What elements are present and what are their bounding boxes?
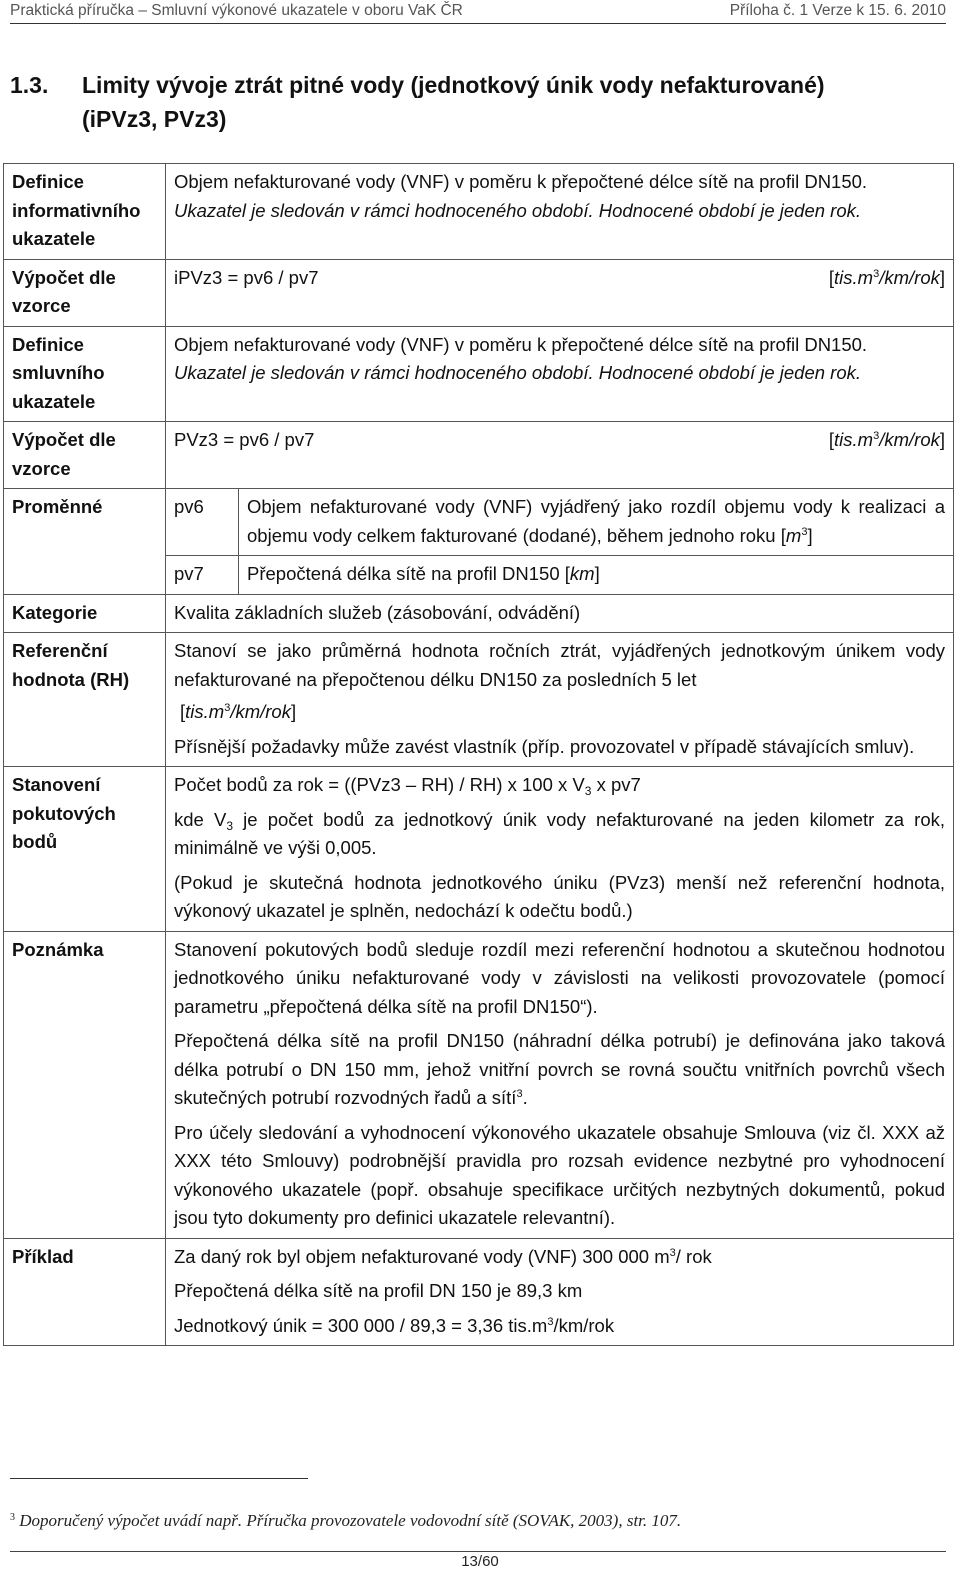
label-reference: Referenční hodnota (RH) [4,633,166,767]
value-def-info: Objem nefakturované vody (VNF) v poměru k přepočtené délce sítě na profil DN150. Ukazatel je sledován v rámci hodnoceného období. Hodnocené období je jeden rok. [166,164,954,260]
row-note [4,931,954,1238]
row-penalty [4,767,954,932]
label-category: Kategorie [4,594,166,633]
footnote: $^3$ Doporučený výpočet uvádí např. Příručka provozovatele vodovodní sítě (SOVAK, 2003), str. 107. [10,1511,682,1530]
row-def-contract [4,326,954,422]
value-note: Stanovení pokutových bodů sleduje rozdíl mezi referenční hodnotou a skutečnou hodnotou jednotkového úniku nefakturované vody v závislosti na velikosti provozovatele (pomocí parametru „přepočtená délka sítě na profil DN150“). Přepočtená délka sítě na profil DN150 (náhradní délka potrubí) je definována jako taková délka potrubí o DN 150 mm, jehož vnitřní povrch se rovná součtu vnitřních povrchů všech skutečných potrubí rozvodných řadů a sítí$^3$. Pro účely sledování a vyhodnocení výkonového ukazatele obsahuje Smlouva (viz čl. XXX až XXX této Smlouvy) podrobnější pravidla pro rozsah evidence nezbytné pro vyhodnocení výkonového ukazatele (popř. obsahuje specifikace určitých nezbytných dokumentů, pokud jsou tyto dokumenty pro definici ukazatele relevantní). [166,931,954,1238]
value-calc-2 [166,422,954,489]
footnote-divider [10,1478,308,1479]
page-number: 13/60 [461,1553,499,1570]
section-title-line1: Limity vývoje ztrát pitné vody (jednotkový únik vody nefakturované) [82,72,825,98]
label-penalty: Stanovení pokutových bodů [4,767,166,932]
section-title-line2: (iPVz3, PVz3) [82,106,227,132]
row-calc-2 [4,422,954,489]
formula-pvz3: PVz3 = pv6 / pv7 [174,429,315,450]
var-pv6-code: pv6 [166,489,239,556]
label-def-contract: Definice smluvního ukazatele [4,326,166,422]
header-right: Příloha č. 1 Verze k 15. 6. 2010 [729,2,946,19]
formula-ipvz3: iPVz3 = pv6 / pv7 [174,266,319,288]
row-reference [4,633,954,767]
row-example [4,1238,954,1346]
var-pv7-code: pv7 [166,556,239,595]
value-example: Za daný rok byl objem nefakturované vody (VNF) 300 000 $m^3/$ rok Přepočtená délka sítě na profil DN 150 je 89,3 km Jednotkový únik = 300 000 / 89,3 = 3,36 $tis.m^3/km$/rok [166,1238,954,1346]
unit-ipvz3: $[tis.m^3/km/rok]$ [828,266,945,288]
value-penalty: Počet bodů za rok = ((PVz3 – RH) / RH) x 100 x $V_3$ x pv7 kde $V_3$ je počet bodů za jednotkový únik vody nefakturované na jeden kilometr za rok, minimálně ve výši 0,005. (Pokud je skutečná hodnota jednotkového úniku (PVz3) menší než referenční hodnota, výkonový ukazatel je splněn, nedochází k odečtu bodů.) [166,767,954,932]
value-def-contract: Objem nefakturované vody (VNF) v poměru k přepočtené délce sítě na profil DN150. Ukazatel je sledován v rámci hodnoceného období. Hodnocené období je jeden rok. [166,326,954,422]
footer-divider [10,1551,946,1552]
section-title [10,68,946,136]
section-number: 1.3. [10,72,49,98]
label-note: Poznámka [4,931,166,1238]
label-variables: Proměnné [4,489,166,595]
reference-unit: $[tis.m^3/km/rok]$ [180,701,297,722]
header-left: Praktická příručka – Smluvní výkonové ukazatele v oboru VaK ČR [10,2,463,19]
label-def-info: Definice informativního ukazatele [4,164,166,260]
var-pv7-desc: Přepočtená délka sítě na profil DN150 [km] [239,556,954,595]
row-calc-1 [4,259,954,326]
row-def-info [4,164,954,260]
unit-pvz3: $[tis.m^3/km/rok]$ [828,429,945,450]
page-header [10,2,946,24]
value-reference: Stanoví se jako průměrná hodnota ročních ztrát, vyjádřených jednotkovým únikem vody nefakturované na přepočtenou délku DN150 za posledních 5 let $[tis.m^3/km/rok]$ Přísnější požadavky může zavést vlastník (příp. provozovatel v případě stávajících smluv). [166,633,954,767]
value-category: Kvalita základních služeb (zásobování, odvádění) [166,594,954,633]
value-calc-1 [166,259,954,326]
label-calc-1: Výpočet dle vzorce [4,259,166,326]
label-example: Příklad [4,1238,166,1346]
row-category [4,594,954,633]
indicator-table [3,163,954,1346]
var-pv6-desc: Objem nefakturované vody (VNF) vyjádřený jako rozdíl objemu vody k realizaci a objemu vody celkem fakturované (dodané), během jednoho roku $[m^3]$ [239,489,954,556]
row-variables-pv6 [4,489,954,556]
penalty-formula: Počet bodů za rok = ((PVz3 – RH) / RH) x 100 x $V_3$ x pv7 [174,774,641,798]
label-calc-2: Výpočet dle vzorce [4,422,166,489]
